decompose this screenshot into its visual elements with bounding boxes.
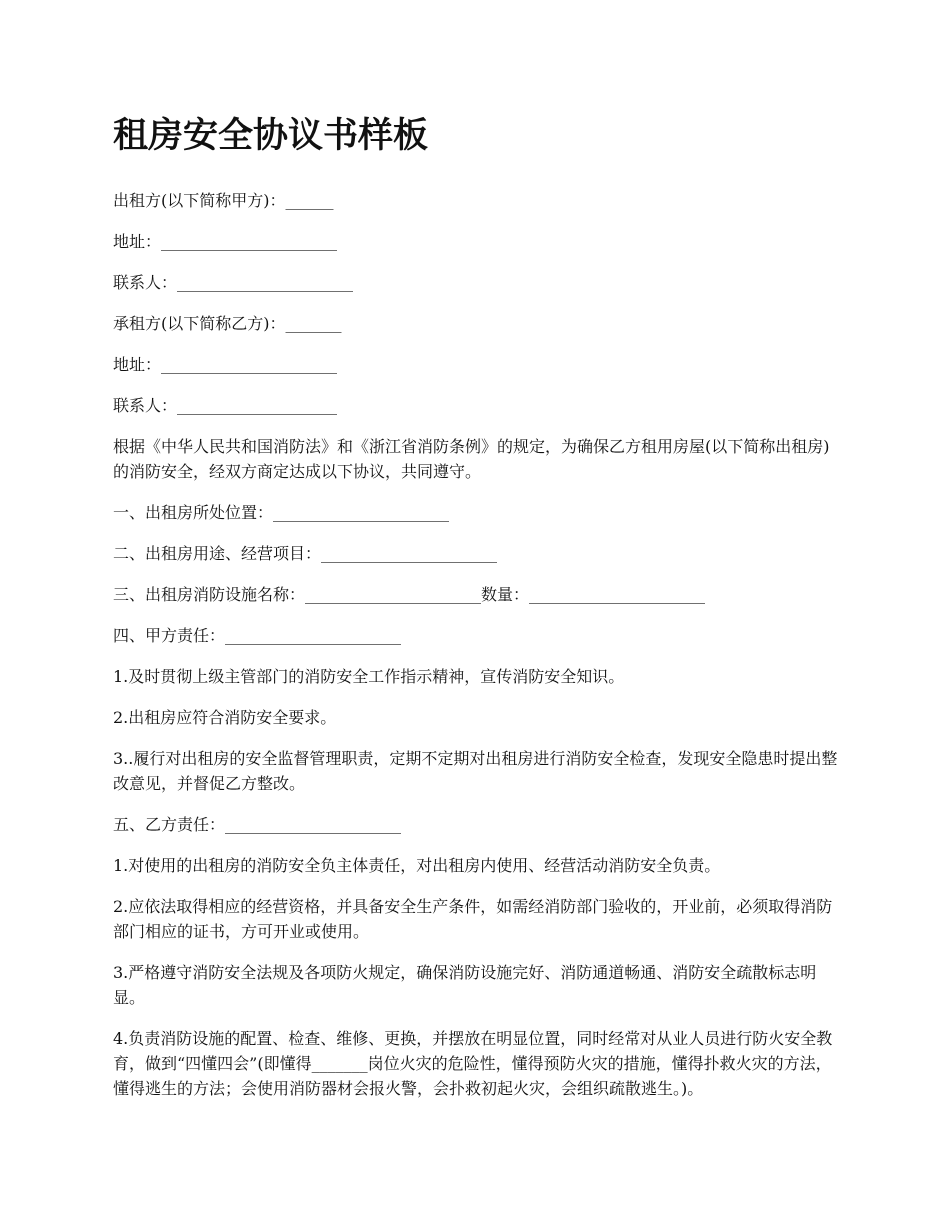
clause-usage: 二、出租房用途、经营项目：______________________ (113, 544, 498, 563)
lessee-item-4: 4.负责消防设施的配置、检查、维修、更换，并摆放在明显位置，同时经常对从业人员进行防火安全教育，做到“四懂四会”(即懂得_______岗位火灾的危险性，懂得预防火灾的措施，懂得扑救火灾的方法，懂得逃生的方法；会使用消防器材会报火警，会扑救初起火灾，会组织疏散逃生。)。 (113, 1029, 833, 1098)
document-page (113, 112, 841, 1117)
clause-lessee-responsibility: 五、乙方责任：______________________ (113, 815, 402, 834)
lessor-item-3: 3..履行对出租房的安全监督管理职责，定期不定期对出租房进行消防安全检查，发现安全隐患时提出整改意见，并督促乙方整改。 (113, 749, 838, 793)
clause-fire-facilities: 三、出租房消防设施名称：______________________数量：______________________ (113, 585, 706, 604)
lessor-item-2: 2.出租房应符合消防安全要求。 (113, 708, 337, 727)
lessee-address-line: 地址：______________________ (113, 355, 338, 374)
lessor-address-line: 地址：______________________ (113, 232, 338, 251)
lessee-item-1: 1.对使用的出租房的消防安全负主体责任，对出租房内使用、经营活动消防安全负责。 (113, 856, 721, 875)
lessee-contact-line: 联系人：____________________ (113, 396, 338, 415)
clause-lessor-responsibility: 四、甲方责任：______________________ (113, 626, 402, 645)
lessor-contact-line: 联系人：______________________ (113, 273, 354, 292)
preamble-paragraph: 根据《中华人民共和国消防法》和《浙江省消防条例》的规定，为确保乙方租用房屋(以下简称出租房)的消防安全，经双方商定达成以下协议，共同遵守。 (113, 437, 830, 481)
lessee-line: 承租方(以下简称乙方)：_______ (113, 314, 342, 333)
lessee-item-3: 3.严格遵守消防安全法规及各项防火规定，确保消防设施完好、消防通道畅通、消防安全疏散标志明显。 (113, 963, 817, 1007)
document-title: 租房安全协议书样板 (113, 116, 429, 156)
lessor-line: 出租方(以下简称甲方)：______ (113, 191, 334, 210)
clause-location: 一、出租房所处位置：______________________ (113, 503, 450, 522)
lessor-item-1: 1.及时贯彻上级主管部门的消防安全工作指示精神，宣传消防安全知识。 (113, 667, 625, 686)
lessee-item-2: 2.应依法取得相应的经营资格，并具备安全生产条件，如需经消防部门验收的，开业前，必须取得消防部门相应的证书，方可开业或使用。 (113, 897, 833, 941)
